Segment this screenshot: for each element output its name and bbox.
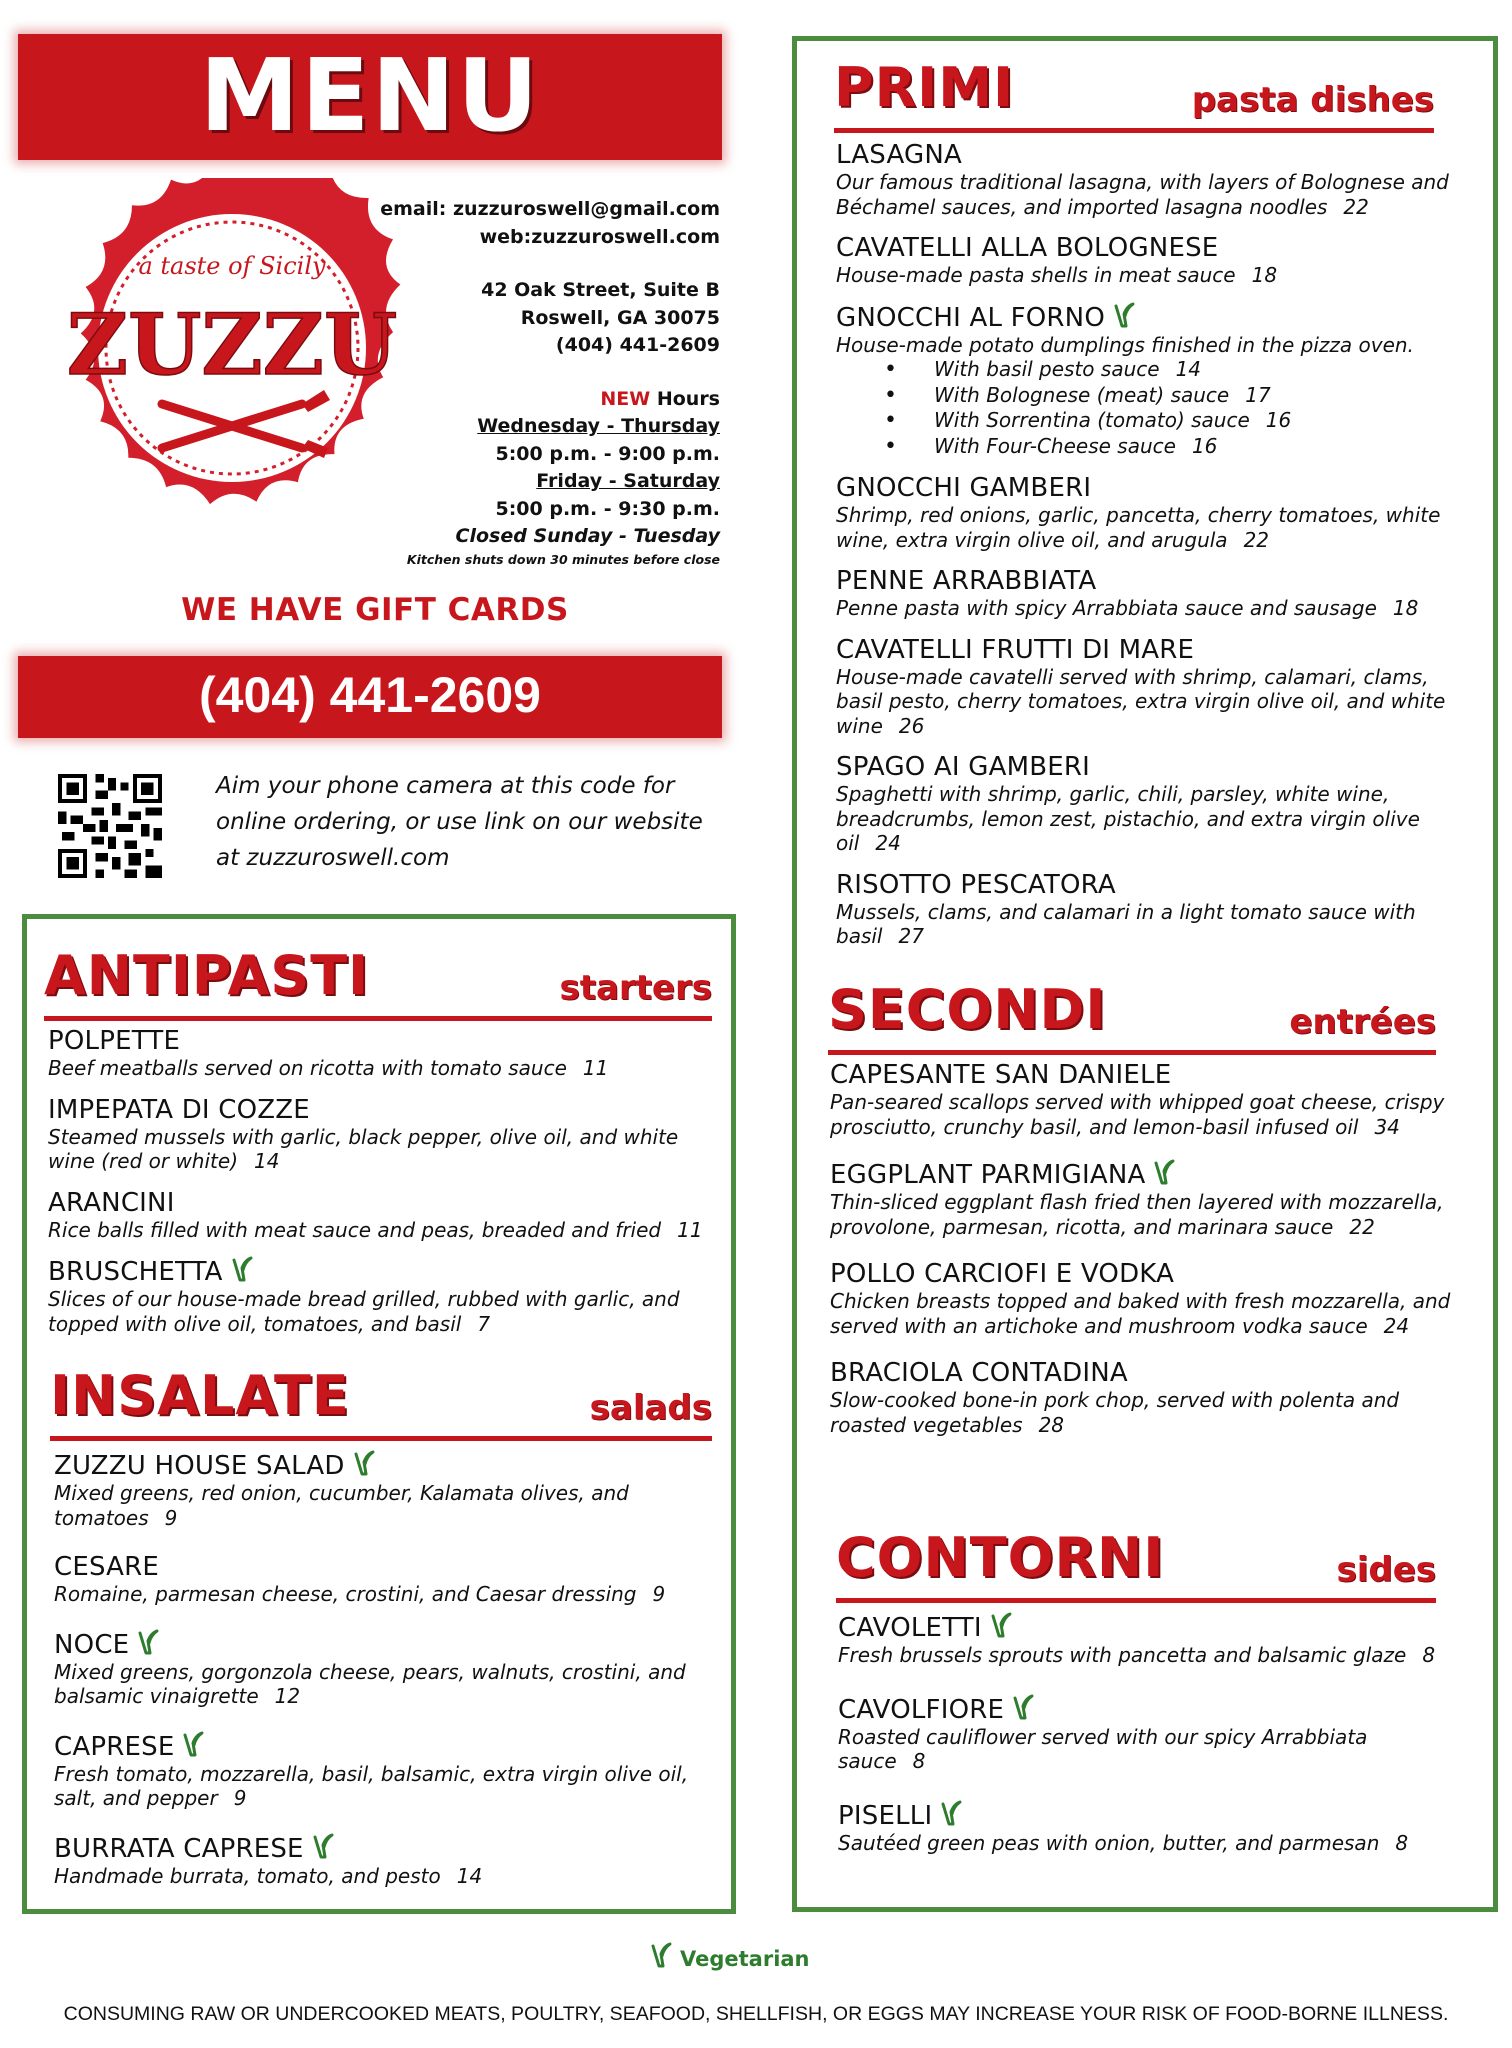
menu-item-price: 26	[898, 713, 925, 738]
menu-item-description	[836, 596, 1466, 621]
menu-item-name-text: CAPRESE	[54, 1731, 175, 1762]
menu-item-description	[836, 900, 1466, 949]
menu-item-name	[54, 1629, 704, 1660]
hours-time-1: 5:00 p.m. - 9:00 p.m.	[495, 442, 720, 465]
menu-item-price: 7	[477, 1311, 491, 1336]
menu-item-name-text: BRACIOLA CONTADINA	[830, 1358, 1128, 1388]
contact-phone[interactable]: (404) 441-2609	[555, 334, 720, 356]
menu-item-description-text: House-made cavatelli served with shrimp, calamari, clams, basil pesto, cherry tomatoes, extra virgin olive oil, and white wine	[836, 664, 1446, 738]
hours-heading	[380, 386, 720, 414]
menu-item-options	[884, 357, 1466, 459]
menu-item-name-text: PISELLI	[838, 1800, 933, 1831]
primi-subtitle: pasta dishes	[1191, 80, 1434, 120]
menu-item-risotto-pescatora	[836, 870, 1466, 949]
option-price: 17	[1245, 382, 1271, 407]
option-price: 16	[1265, 408, 1292, 432]
contact-address-line1: 42 Oak Street, Suite B	[481, 279, 720, 301]
hours-days-2: Friday - Saturday	[536, 470, 720, 492]
menu-item-name-text: BRUSCHETTA	[48, 1257, 223, 1287]
hours-days-1: Wednesday - Thursday	[477, 415, 720, 437]
phone-banner[interactable]	[18, 656, 722, 738]
menu-item-description-text: Steamed mussels with garlic, black pepper, olive oil, and white wine (red or white)	[48, 1124, 679, 1173]
menu-item-description	[836, 333, 1466, 358]
menu-item-name	[48, 1026, 708, 1056]
menu-item-description	[830, 1388, 1460, 1437]
insalate-subtitle: salads	[589, 1388, 712, 1428]
insalate-title: INSALATE	[50, 1364, 350, 1427]
menu-item-price: 14	[254, 1149, 280, 1173]
option-price: 14	[1175, 357, 1202, 381]
insalate-rule	[50, 1436, 712, 1441]
menu-item-name-text: CAVOLFIORE	[838, 1694, 1005, 1725]
menu-item-name-text: CAPESANTE SAN DANIELE	[830, 1060, 1172, 1090]
menu-item-description-text: Shrimp, red onions, garlic, pancetta, cherry tomatoes, white wine, extra virgin olive oil, and arugula	[836, 503, 1441, 552]
secondi-heading	[828, 978, 1436, 1042]
secondi-rule	[828, 1050, 1436, 1055]
menu-item-description-text: Romaine, parmesan cheese, crostini, and Caesar dressing	[54, 1582, 637, 1606]
menu-item-price: 8	[1395, 1830, 1409, 1855]
menu-item-price: 28	[1038, 1412, 1065, 1437]
menu-item-description	[836, 170, 1466, 219]
vegetarian-legend-label: Vegetarian	[680, 1947, 810, 1971]
vegetarian-leaf-icon	[940, 1800, 962, 1826]
menu-item-description	[838, 1831, 1458, 1856]
menu-item-name	[836, 140, 1466, 170]
menu-item-description-text: Roasted cauliflower served with our spicy Arrabbiata sauce	[838, 1724, 1368, 1773]
hours-time-2: 5:00 p.m. - 9:30 p.m.	[495, 497, 720, 520]
menu-item-name	[48, 1095, 708, 1125]
menu-item-name	[830, 1060, 1460, 1090]
menu-item-price: 24	[875, 831, 901, 855]
menu-item-name-text: GNOCCHI AL FORNO	[836, 302, 1105, 333]
menu-item-arancini	[48, 1188, 708, 1243]
vegetarian-leaf-icon	[312, 1833, 334, 1859]
menu-item-description-text: Mussels, clams, and calamari in a light tomato sauce with basil	[836, 899, 1416, 948]
vegetarian-leaf-icon	[1153, 1159, 1175, 1185]
menu-item-price: 9	[233, 1786, 247, 1810]
food-safety-disclaimer: CONSUMING RAW OR UNDERCOOKED MEATS, POULTRY, SEAFOOD, SHELLFISH, OR EGGS MAY INCREASE YOUR RISK OF FOOD-BORNE ILLNESS.	[63, 2003, 1449, 2025]
menu-item-description	[830, 1190, 1460, 1239]
menu-item-polpette	[48, 1026, 708, 1081]
menu-item-name-text: CAVATELLI ALLA BOLOGNESE	[836, 233, 1219, 263]
menu-item-cavatelli-frutti-di-mare	[836, 635, 1466, 739]
contorni-heading	[836, 1526, 1436, 1590]
menu-item-spago-ai-gamberi	[836, 752, 1466, 856]
menu-title: MENU	[199, 37, 541, 154]
option-label: With Bolognese (meat) sauce	[934, 382, 1230, 407]
menu-item-name-text: IMPEPATA DI COZZE	[48, 1094, 310, 1125]
menu-item-name	[836, 233, 1466, 263]
menu-item-description	[54, 1660, 704, 1709]
vegetarian-leaf-icon	[137, 1629, 159, 1655]
insalate-list	[54, 1450, 704, 1910]
menu-item-name-text: SPAGO AI GAMBERI	[836, 752, 1091, 782]
menu-item-description-text: Thin-sliced eggplant flash fried then layered with mozzarella, provolone, parmesan, ricotta, and marinara sauce	[830, 1190, 1444, 1239]
primi-heading	[834, 56, 1434, 120]
menu-item-lasagna	[836, 140, 1466, 219]
logo-brand: ZUZZU	[66, 295, 398, 394]
vegetarian-leaf-icon	[231, 1256, 253, 1282]
menu-item-description-text: Rice balls filled with meat sauce and peas, breaded and fried	[48, 1217, 662, 1242]
menu-item-name-text: CESARE	[54, 1552, 160, 1582]
menu-item-price: 22	[1349, 1214, 1375, 1239]
menu-item-caprese	[54, 1731, 704, 1811]
primi-list	[836, 140, 1466, 963]
menu-item-name	[836, 302, 1466, 333]
secondi-title: SECONDI	[828, 978, 1107, 1041]
menu-item-name-text: LASAGNA	[836, 140, 962, 170]
insalate-heading	[50, 1364, 712, 1428]
menu-item-penne-arrabbiata	[836, 566, 1466, 621]
menu-item-description-text: Penne pasta with spicy Arrabbiata sauce and sausage	[836, 596, 1377, 620]
menu-item-price: 18	[1251, 263, 1278, 287]
menu-item-price: 9	[164, 1505, 178, 1530]
menu-item-name-text: ARANCINI	[48, 1187, 175, 1218]
menu-item-capesante-san-daniele	[830, 1060, 1460, 1139]
menu-item-name-text: POLPETTE	[48, 1026, 181, 1056]
menu-item-description	[54, 1762, 704, 1811]
menu-item-name	[838, 1800, 1458, 1831]
menu-item-name	[836, 752, 1466, 782]
menu-item-name	[836, 473, 1466, 503]
menu-item-name	[830, 1358, 1460, 1388]
phone-banner-number: (404) 441-2609	[199, 667, 541, 723]
menu-item-option	[884, 434, 1466, 460]
kitchen-note: Kitchen shuts down 30 minutes before close	[406, 551, 720, 567]
menu-item-name	[838, 1694, 1458, 1725]
menu-item-price: 12	[274, 1684, 301, 1708]
vegetarian-leaf-icon	[353, 1450, 375, 1476]
contorni-rule	[836, 1598, 1436, 1603]
menu-item-price: 9	[652, 1582, 666, 1606]
secondi-subtitle: entrées	[1289, 1002, 1436, 1042]
menu-item-price: 27	[898, 924, 924, 948]
contact-info	[380, 196, 720, 569]
menu-item-bruschetta	[48, 1256, 708, 1336]
menu-item-price: 22	[1243, 527, 1270, 552]
option-price: 16	[1191, 433, 1218, 458]
menu-item-name-text: CAVATELLI FRUTTI DI MARE	[836, 634, 1195, 665]
menu-item-description	[48, 1056, 708, 1081]
menu-item-price: 22	[1343, 194, 1369, 219]
menu-item-price: 18	[1392, 596, 1419, 620]
menu-item-name-text: RISOTTO PESCATORA	[836, 869, 1116, 900]
menu-item-description-text: Beef meatballs served on ricotta with tomato sauce	[48, 1056, 567, 1080]
menu-item-cavoletti	[838, 1612, 1458, 1668]
menu-item-name	[54, 1833, 704, 1864]
vegetarian-legend	[650, 1942, 810, 1971]
menu-item-name	[48, 1256, 708, 1287]
menu-item-noce	[54, 1629, 704, 1709]
menu-item-name	[54, 1450, 704, 1481]
menu-item-gnocchi-al-forno	[836, 302, 1466, 460]
menu-item-description-text: Chicken breasts topped and baked with fresh mozzarella, and served with an artichoke and mushroom vodka sauce	[830, 1289, 1451, 1338]
menu-item-description	[54, 1582, 704, 1607]
menu-item-description-text: Spaghetti with shrimp, garlic, chili, parsley, white wine, breadcrumbs, lemon zest, pistachio, and extra virgin olive oil	[836, 782, 1420, 855]
menu-item-price: 34	[1374, 1114, 1400, 1139]
menu-item-description	[48, 1218, 708, 1243]
contorni-subtitle: sides	[1336, 1550, 1436, 1590]
antipasti-subtitle: starters	[559, 968, 712, 1008]
menu-item-price: 24	[1383, 1313, 1410, 1338]
menu-item-name	[836, 566, 1466, 596]
menu-item-description	[830, 1289, 1460, 1338]
menu-item-name	[48, 1188, 708, 1218]
contorni-list	[838, 1612, 1458, 1881]
menu-item-description	[836, 263, 1466, 288]
secondi-list	[830, 1060, 1460, 1457]
menu-item-description-text: Slices of our house-made bread grilled, rubbed with garlic, and topped with olive oil, tomatoes, and basil	[48, 1287, 680, 1336]
menu-item-description-text: Handmade burrata, tomato, and pesto	[54, 1863, 441, 1888]
menu-item-description-text: House-made pasta shells in meat sauce	[836, 263, 1236, 287]
antipasti-list	[48, 1026, 708, 1350]
menu-item-name	[838, 1612, 1458, 1643]
menu-item-gnocchi-gamberi	[836, 473, 1466, 552]
menu-item-name	[830, 1259, 1460, 1289]
menu-item-description-text: Mixed greens, red onion, cucumber, Kalamata olives, and tomatoes	[54, 1481, 629, 1530]
hours-new-label: NEW	[600, 387, 651, 410]
menu-item-description-text: Pan-seared scallops served with whipped goat cheese, crispy prosciutto, crunchy basil, and lemon-basil infused oil	[830, 1090, 1445, 1139]
menu-item-description-text: House-made potato dumplings finished in the pizza oven.	[836, 332, 1414, 357]
menu-item-name-text: POLLO CARCIOFI E VODKA	[830, 1259, 1175, 1289]
menu-item-description	[48, 1125, 708, 1174]
option-label: With Four-Cheese sauce	[934, 433, 1176, 458]
menu-item-description-text: Fresh brussels sprouts with pancetta and balsamic glaze	[838, 1643, 1407, 1667]
menu-item-price: 11	[582, 1056, 609, 1080]
menu-item-name	[830, 1159, 1460, 1190]
menu-item-name-text: GNOCCHI GAMBERI	[836, 473, 1092, 503]
qr-instructions: Aim your phone camera at this code for online ordering, or use link on our website at zuzzuroswell.com	[216, 773, 703, 871]
option-label: With Sorrentina (tomato) sauce	[934, 408, 1250, 432]
antipasti-rule	[44, 1016, 712, 1021]
menu-item-name-text: EGGPLANT PARMIGIANA	[830, 1160, 1146, 1190]
menu-item-name	[836, 870, 1466, 900]
primi-rule	[834, 128, 1434, 133]
menu-item-name-text: PENNE ARRABBIATA	[836, 566, 1097, 596]
menu-item-name-text: CAVOLETTI	[838, 1613, 982, 1643]
menu-item-price: 11	[677, 1217, 703, 1242]
menu-item-name	[54, 1731, 704, 1762]
menu-item-description	[54, 1864, 704, 1889]
vegetarian-leaf-icon	[990, 1612, 1012, 1638]
menu-item-zuzzu-house-salad	[54, 1450, 704, 1530]
menu-item-description	[836, 665, 1466, 739]
menu-item-price: 8	[912, 1749, 926, 1773]
menu-item-description	[836, 782, 1466, 856]
menu-item-description-text: Slow-cooked bone-in pork chop, served with polenta and roasted vegetables	[830, 1388, 1400, 1437]
menu-item-description-text: Our famous traditional lasagna, with layers of Bolognese and Béchamel sauces, and imported lasagna noodles	[836, 170, 1449, 219]
contact-email[interactable]: email: zuzzuroswell@gmail.com	[380, 198, 720, 220]
menu-item-name-text: ZUZZU HOUSE SALAD	[54, 1451, 345, 1481]
menu-item-piselli	[838, 1800, 1458, 1856]
contorni-title: CONTORNI	[836, 1526, 1165, 1589]
logo-tagline: a taste of Sicily	[138, 252, 326, 280]
antipasti-heading	[44, 944, 712, 1008]
menu-item-description	[836, 503, 1466, 552]
vegetarian-leaf-icon	[650, 1942, 672, 1968]
menu-item-price: 8	[1422, 1643, 1436, 1667]
primi-title: PRIMI	[834, 56, 1015, 119]
vegetarian-leaf-icon	[1113, 302, 1135, 328]
menu-item-name-text: BURRATA CAPRESE	[54, 1833, 304, 1864]
menu-item-description-text: Sautéed green peas with onion, butter, and parmesan	[838, 1830, 1380, 1855]
menu-item-name	[54, 1552, 704, 1582]
menu-title-banner	[18, 34, 722, 160]
menu-item-braciola-contadina	[830, 1358, 1460, 1437]
menu-item-name-text: NOCE	[54, 1629, 130, 1660]
menu-item-description	[838, 1643, 1458, 1668]
menu-item-description-text: Mixed greens, gorgonzola cheese, pears, walnuts, crostini, and balsamic vinaigrette	[54, 1659, 686, 1708]
menu-item-description-text: Fresh tomato, mozzarella, basil, balsamic, extra virgin olive oil, salt, and pepper	[54, 1761, 689, 1810]
menu-item-description	[54, 1481, 704, 1530]
qr-code-icon[interactable]	[58, 774, 162, 878]
hours-label: Hours	[650, 387, 720, 410]
zuzzu-logo	[62, 178, 402, 518]
menu-item-description	[48, 1287, 708, 1336]
vegetarian-leaf-icon	[1012, 1694, 1034, 1720]
menu-item-option	[884, 408, 1466, 434]
menu-item-option	[884, 383, 1466, 409]
option-label: With basil pesto sauce	[934, 357, 1160, 381]
menu-item-burrata-caprese	[54, 1833, 704, 1889]
menu-item-cesare	[54, 1552, 704, 1607]
menu-item-eggplant-parmigiana	[830, 1159, 1460, 1239]
menu-item-description	[830, 1090, 1460, 1139]
antipasti-title: ANTIPASTI	[44, 944, 370, 1007]
menu-item-description	[838, 1725, 1458, 1774]
menu-item-option	[884, 357, 1466, 383]
hours-closed: Closed Sunday - Tuesday	[455, 525, 720, 547]
menu-item-pollo-carciofi-e-vodka	[830, 1259, 1460, 1338]
menu-item-price: 14	[456, 1863, 483, 1888]
menu-item-cavatelli-alla-bolognese	[836, 233, 1466, 288]
menu-item-impepata-di-cozze	[48, 1095, 708, 1174]
gift-cards-notice: WE HAVE GIFT CARDS	[181, 592, 569, 628]
menu-item-name	[836, 635, 1466, 665]
menu-item-cavolfiore	[838, 1694, 1458, 1774]
contact-web[interactable]: web:zuzzuroswell.com	[479, 225, 720, 248]
vegetarian-leaf-icon	[182, 1731, 204, 1757]
contact-address-line2: Roswell, GA 30075	[520, 306, 720, 329]
